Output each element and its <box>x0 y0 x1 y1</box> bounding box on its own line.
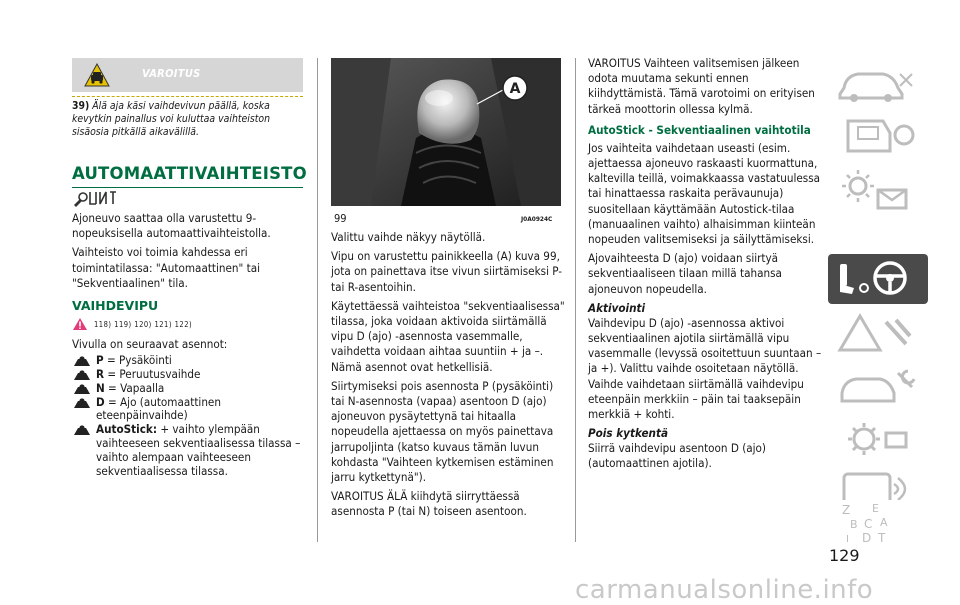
warning-refs-row <box>72 317 308 331</box>
tab-dashboard[interactable] <box>828 58 928 108</box>
gear-key: AutoStick: <box>96 422 158 437</box>
tab-safety[interactable] <box>828 111 928 161</box>
vaihdevipu-heading: VAIHDEVIPU <box>72 298 159 314</box>
index-letter: T <box>878 531 886 545</box>
index-letter: I <box>846 534 849 545</box>
gear-description: + vaihto ylempään vaihteeseen sekventiaalisessa tilassa – vaihto alempaan vaihteeseen sekventiaalisessa tilassa. <box>96 422 301 478</box>
column-1 <box>72 211 308 478</box>
gear-item <box>72 423 308 478</box>
tab-index[interactable] <box>828 500 928 548</box>
warning-header <box>72 58 303 92</box>
car-service-icon <box>828 361 928 411</box>
seat-belt-icon <box>828 111 928 161</box>
gear-key: P <box>96 353 104 368</box>
tab-maintenance[interactable] <box>828 361 928 411</box>
col2-p1: Valittu vaihde näkyy näytöllä. <box>331 230 486 244</box>
dashboard-car-icon <box>828 58 928 108</box>
gear-item <box>72 396 308 424</box>
positions-intro: Vivulla on seuraavat asennot: <box>72 337 228 352</box>
index-letter: C <box>864 517 873 531</box>
gear-list <box>72 354 308 478</box>
index-letter: D <box>862 531 872 545</box>
steering-wheel-key-icon <box>828 254 928 304</box>
gear-description: = Vapaalla <box>108 380 165 395</box>
gear-lever-illustration <box>331 58 561 206</box>
warning-triangle-icon <box>72 317 88 331</box>
tab-technical-data[interactable] <box>828 413 928 463</box>
tab-driving[interactable] <box>828 254 928 304</box>
col3-p1: VAROITUS Vaihteen valitsemisen jälkeen odota muutama sekunti ennen kiihdyttämistä. Tämä varotoimi on erityisen tärkeä moottorin ollessa kylmä. <box>588 56 815 116</box>
gear-lever-icon <box>72 370 92 381</box>
gear-key: R <box>96 367 105 382</box>
page-number: 129 <box>829 546 860 565</box>
col3-p4: Vaihdevipu D (ajo) -asennossa aktivoi sekventiaalinen ajotila siirtämällä vipu vasemmalle (levyssä osoitettuun suuntaan – ja +). Valittu vaihde osoitetaan näytöllä. Vaihde vaihdetaan siirtämällä vaihdevipu eteenpäin merkkiin – päin tai taaksepäin merkkiä + kohti. <box>588 315 822 422</box>
gear-lever-icon <box>72 398 92 409</box>
column-divider <box>575 58 576 542</box>
modes-paragraph: Vaihteisto voi toimia kahdessa eri toimintatilassa: "Automaattinen" tai "Sekventiaalinen" tila. <box>72 245 261 290</box>
col3-p3: Ajovaihteesta D (ajo) voidaan siirtyä sekventiaaliseen tilaan millä tahansa ajoneuvon nopeudella. <box>588 251 782 296</box>
gear-lever-icon <box>72 356 92 367</box>
gear-key: N <box>96 380 105 395</box>
gear-key: D <box>96 394 105 409</box>
col3-p5: Siirrä vaihdevipu asentoon D (ajo) (automaattinen ajotila). <box>588 441 767 471</box>
col2-p5: VAROITUS ÄLÄ kiihdytä siirryttäessä asennosta P (tai N) toiseen asentoon. <box>331 489 527 519</box>
col2-p2: Vipu on varustettu painikkeella (A) kuva 99, jota on painettava itse vivun siirtämiseksi P- tai R-asentoihin. <box>331 249 563 294</box>
gearbox-symbol-icon <box>72 189 118 209</box>
tab-emergency[interactable] <box>828 308 928 358</box>
warning-refs: 118) 119) 120) 121) 122) <box>94 319 193 329</box>
gear-description: = Ajo (automaattinen eteenpäinvaihde) <box>96 394 221 423</box>
sun-warning-icon <box>828 164 928 214</box>
warning-number: 39) <box>72 100 90 112</box>
col2-p3: Käytettäessä vaihteistoa "sekventiaalisessa" tilassa, joka voidaan aktivoida siirtämällä vipu D (ajo) -asennosta vasemmalle, vaihdetta voidaan aihtaa suuntiin + ja –. Nämä asennot ovat hetkellisiä. <box>331 298 565 374</box>
column-2 <box>331 230 567 524</box>
intro-paragraph: Ajoneuvo saattaa olla varustettu 9-nopeuksisella automaattivaihteistolla. <box>72 211 271 241</box>
warning-text: Älä aja käsi vaihdevivun päällä, koska kevytkin painallus voi kuluttaa vaihteiston sisäosia pitkällä aikavälillä. <box>72 100 271 138</box>
col2-p4: Siirtymiseksi pois asennosta P (pysäköinti) tai N-asennosta (vapaa) asentoon D (ajo) ajoneuvon pysäytettynä tai hitaalla nopeudella ajettaessa on myös painettava jarrupoljinta (katso kuvaus tämän luvun kohdasta "Vaihteen kytkemisen estäminen jarru kytkettynä"). <box>331 378 554 485</box>
warning-text-block <box>72 96 303 146</box>
figure-code: J0A0924C <box>521 215 553 223</box>
car-warning-icon <box>84 63 110 87</box>
index-letter: A <box>880 516 888 529</box>
gear-description: = Pysäköinti <box>106 353 172 368</box>
gear-description: = Peruutusvaihde <box>107 367 201 382</box>
alphabet-index-icon <box>828 500 928 548</box>
index-letter: E <box>872 502 879 515</box>
gear-lever-icon <box>72 425 92 436</box>
gear-item <box>72 368 308 382</box>
gear-lever-photo <box>331 58 561 206</box>
emergency-triangle-icon <box>828 308 928 358</box>
column-3 <box>588 56 826 476</box>
warning-title: VAROITUS <box>142 67 201 80</box>
col3-p2: Jos vaihteita vaihdetaan useasti (esim. ajettaessa ajoneuvo raskaasti kuormattuna, kaltevilla teillä, voimakkaassa vastatuulessa tai hinattaessa raskaita perävaunuja) suositellaan käyttämään Autostick-tilaa (manuaalinen vaihto) alhaisimman kiinteän nopeuden valitsemiseksi ja säilyttämiseksi. <box>588 140 821 247</box>
aktivointi-heading: Aktivointi <box>588 300 646 315</box>
section-title: AUTOMAATTIVAIHTEISTO <box>72 164 303 188</box>
gear-lever-icon <box>72 384 92 395</box>
callout-label: A <box>509 81 521 97</box>
watermark: carmanualsonline.info <box>575 575 874 605</box>
figure-number: 99 <box>334 212 347 225</box>
gear-wrench-icon <box>828 413 928 463</box>
pois-kytkenta-heading: Pois kytkentä <box>588 426 668 441</box>
column-divider <box>317 58 318 542</box>
index-letter: B <box>850 518 858 531</box>
autostick-heading: AutoStick - Sekventiaalinen vaihtotila <box>588 122 811 137</box>
gear-item <box>72 382 308 396</box>
index-letter: Z <box>842 503 851 517</box>
gear-item <box>72 354 308 368</box>
tab-lights-warnings[interactable] <box>828 164 928 214</box>
